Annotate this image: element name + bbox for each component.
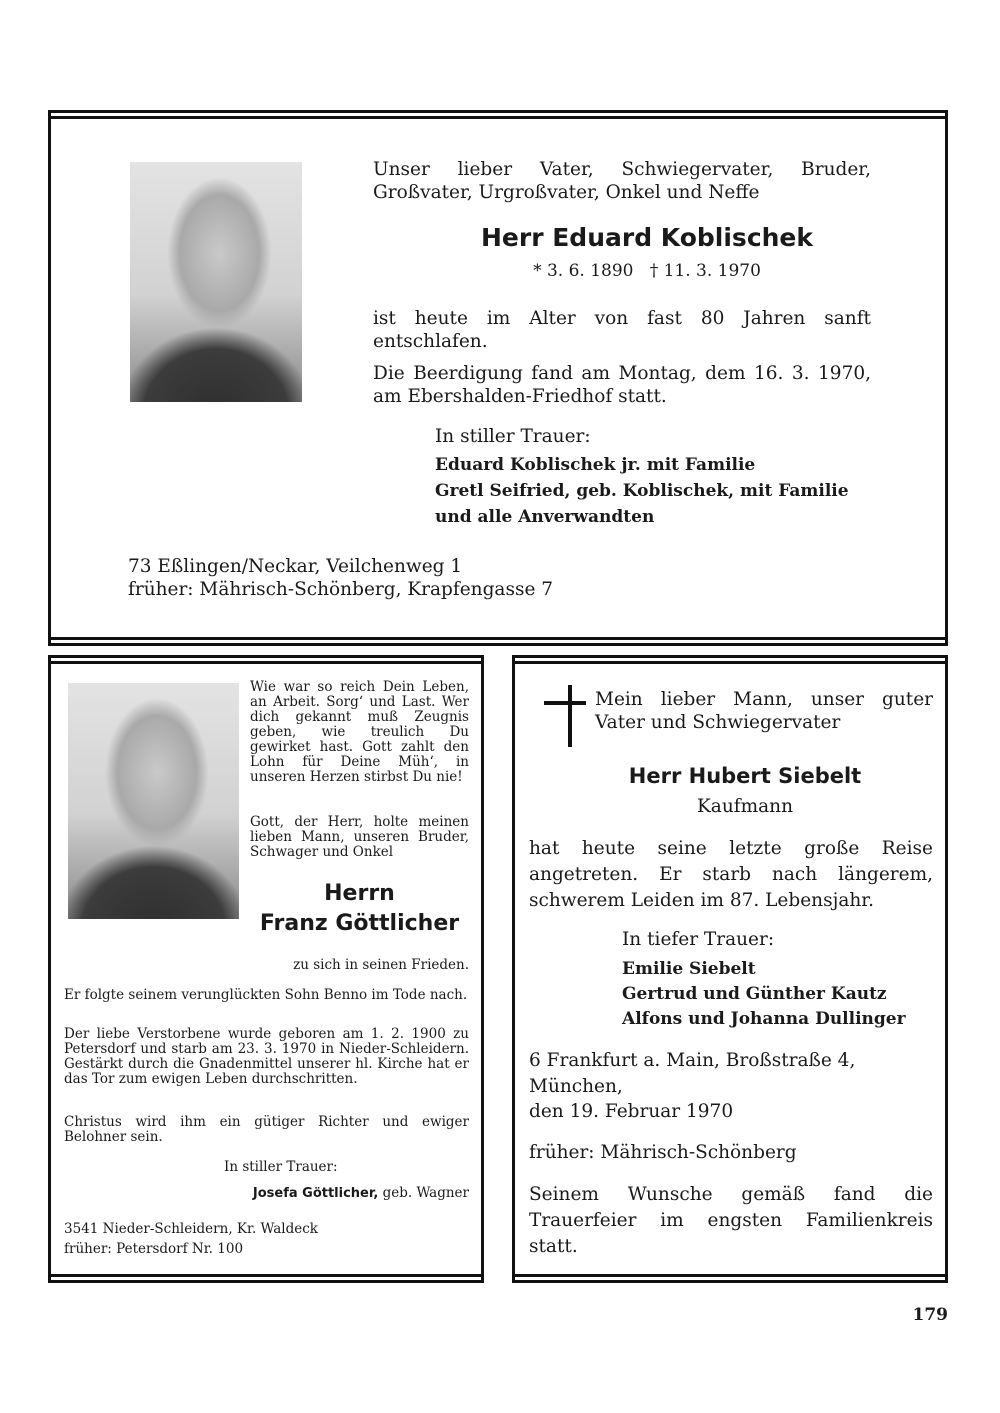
goettlicher-mourning-label: In stiller Trauer: bbox=[224, 1159, 338, 1175]
goettlicher-poem: Wie war so reich Dein Leben, an Arbeit. Sorg‘ und Last. Wer dich gekannt muß Zeugnis geben, wie treulich Du gewirket hast. Gott zahlt den Lohn für Deine Müh‘, in unseren Herzen stirbst Du nie! bbox=[250, 679, 469, 785]
goettlicher-peace: zu sich in seinen Frieden. bbox=[293, 957, 469, 973]
siebelt-date: den 19. Februar 1970 bbox=[529, 1101, 734, 1122]
siebelt-mourning-label: In tiefer Trauer: bbox=[622, 929, 775, 950]
koblischek-mourning-label: In stiller Trauer: bbox=[435, 426, 591, 447]
koblischek-intro: Unser lieber Vater, Schwiegervater, Bruder, Großvater, Urgroßvater, Onkel und Neffe bbox=[373, 159, 871, 203]
siebelt-text-1: hat heute seine letzte große Reise angetreten. Er starb nach längerem, schwerem Leiden im 87. Lebensjahr. bbox=[529, 838, 933, 911]
goettlicher-text-3: Christus wird ihm ein gütiger Richter und ewiger Belohner sein. bbox=[64, 1114, 469, 1145]
siebelt-mourner-2: Gertrud und Günther Kautz bbox=[622, 984, 887, 1004]
koblischek-name: Herr Eduard Koblischek bbox=[480, 223, 814, 252]
siebelt-former: früher: Mährisch-Schönberg bbox=[529, 1142, 797, 1163]
siebelt-address-1: 6 Frankfurt a. Main, Broßstraße 4, bbox=[529, 1050, 856, 1071]
portrait-photo-goettlicher bbox=[68, 683, 239, 919]
koblischek-address-2: früher: Mährisch-Schönberg, Krapfengasse 7 bbox=[128, 579, 554, 600]
siebelt-mourner-3: Alfons und Johanna Dullinger bbox=[622, 1009, 906, 1029]
koblischek-mourner-2: Gretl Seifried, geb. Koblischek, mit Familie bbox=[435, 481, 849, 501]
koblischek-mourner-3: und alle Anverwandten bbox=[435, 507, 655, 527]
koblischek-mourner-1: Eduard Koblischek jr. mit Familie bbox=[435, 455, 756, 475]
koblischek-dates: * 3. 6. 1890 † 11. 3. 1970 bbox=[533, 261, 761, 281]
koblischek-address-1: 73 Eßlingen/Neckar, Veilchenweg 1 bbox=[128, 556, 463, 577]
goettlicher-mourner-name: Josefa Göttlicher, bbox=[252, 1186, 379, 1201]
goettlicher-text-1: Er folgte seinem verunglückten Sohn Benno im Tode nach. bbox=[64, 987, 468, 1003]
cross-icon bbox=[544, 685, 586, 747]
siebelt-name: Herr Hubert Siebelt bbox=[628, 764, 862, 788]
portrait-photo-koblischek bbox=[130, 162, 302, 402]
siebelt-intro: Mein lieber Mann, unser guter Vater und Schwiegervater bbox=[595, 689, 933, 733]
goettlicher-address-1: 3541 Nieder-Schleidern, Kr. Waldeck bbox=[64, 1221, 318, 1237]
goettlicher-intro: Gott, der Herr, holte meinen lieben Mann, unseren Bruder, Schwager und Onkel bbox=[250, 814, 469, 860]
goettlicher-name-line-1: Herrn bbox=[324, 881, 395, 906]
siebelt-mourner-1: Emilie Siebelt bbox=[622, 959, 756, 979]
goettlicher-name-line-2: Franz Göttlicher bbox=[259, 911, 460, 936]
siebelt-profession: Kaufmann bbox=[696, 796, 793, 817]
goettlicher-address-2: früher: Petersdorf Nr. 100 bbox=[64, 1241, 244, 1257]
goettlicher-mourner bbox=[224, 1186, 469, 1201]
siebelt-address-2: München, bbox=[529, 1076, 623, 1097]
koblischek-text-1: ist heute im Alter von fast 80 Jahren sanft entschlafen. bbox=[373, 308, 871, 352]
siebelt-text-2: Seinem Wunsche gemäß fand die Trauerfeier im engsten Familienkreis statt. bbox=[529, 1184, 933, 1257]
page-number: 179 bbox=[912, 1305, 948, 1325]
goettlicher-mourner-rest: geb. Wagner bbox=[378, 1185, 469, 1201]
goettlicher-text-2: Der liebe Verstorbene wurde geboren am 1. 2. 1900 zu Petersdorf und starb am 23. 3. 1970 in Nieder-Schleidern. Gestärkt durch die Gnadenmittel unserer hl. Kirche hat er das Tor zum ewigen Leben durchschritten. bbox=[64, 1026, 469, 1087]
koblischek-text-2: Die Beerdigung fand am Montag, dem 16. 3. 1970, am Ebershalden-Friedhof statt. bbox=[373, 363, 871, 407]
